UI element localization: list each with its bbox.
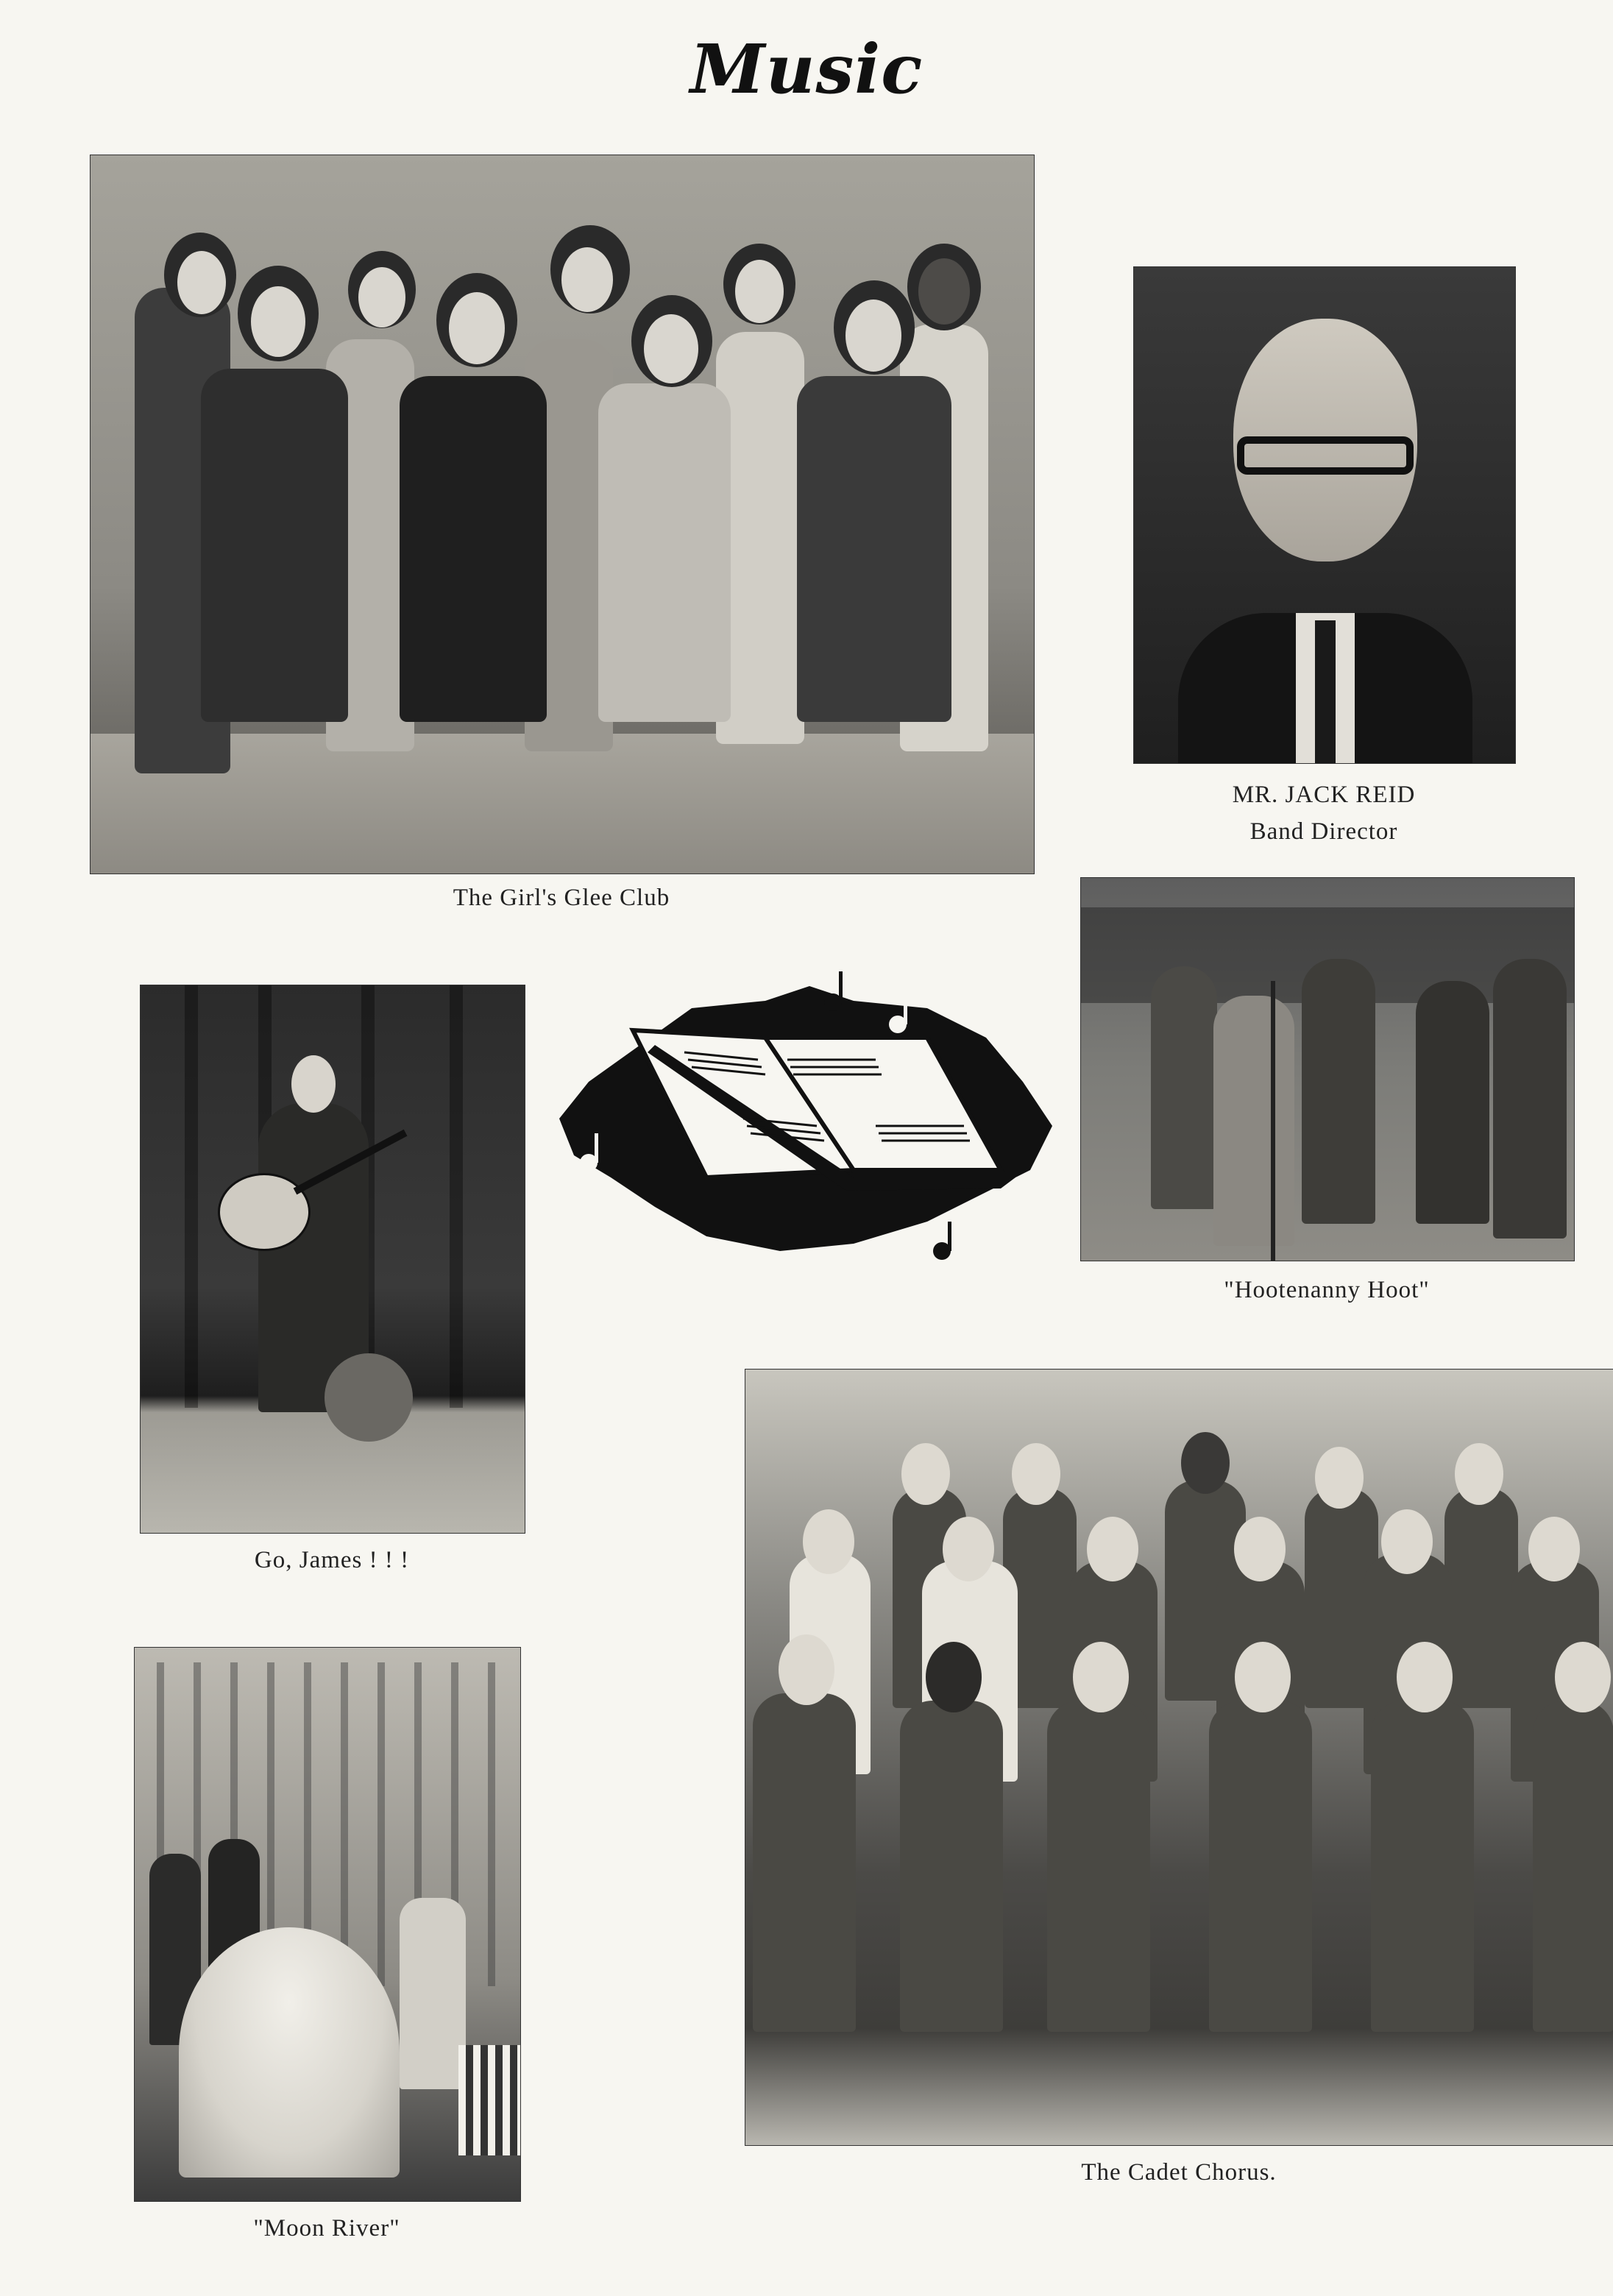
audience-head <box>325 1353 413 1442</box>
cadet-face <box>926 1642 982 1712</box>
cadet-face <box>803 1509 854 1574</box>
glee-member-face <box>251 286 305 357</box>
cadet-member <box>1371 1701 1474 2032</box>
gown-dress <box>179 1927 400 2178</box>
glee-member <box>797 376 951 722</box>
backdrop-stripe <box>488 1662 495 1986</box>
cadet-member <box>1444 1487 1518 1708</box>
cadet-face <box>1555 1642 1611 1712</box>
cadet-member <box>753 1693 856 2032</box>
curtain-fold <box>450 985 463 1408</box>
stage-floor <box>91 734 1034 874</box>
moon-river-photo <box>134 1647 521 2202</box>
music-note-icon <box>933 1222 951 1260</box>
cadet-face <box>1455 1443 1503 1505</box>
cadet-face <box>1012 1443 1060 1505</box>
railing <box>458 2045 520 2155</box>
director-glasses <box>1237 436 1414 475</box>
director-portrait-photo <box>1133 266 1516 764</box>
glee-member <box>201 369 348 722</box>
page-title: Music <box>689 29 924 109</box>
guitar-icon <box>218 1173 311 1251</box>
glee-member-face <box>449 292 505 364</box>
curtain-fold <box>185 985 198 1408</box>
cadet-member <box>1209 1701 1312 2032</box>
music-note-icon <box>824 971 843 1011</box>
glee-member-face <box>735 260 784 323</box>
music-book-icon <box>545 957 1060 1266</box>
glee-member <box>400 376 547 722</box>
performer <box>1151 966 1217 1209</box>
cadet-face <box>901 1443 950 1505</box>
cadet-chorus-photo <box>745 1369 1613 2146</box>
moon-river-caption: "Moon River" <box>253 2215 400 2242</box>
glee-member-face <box>846 300 901 372</box>
singer-face <box>291 1055 336 1113</box>
cadet-face <box>1235 1642 1291 1712</box>
glee-club-photo <box>90 155 1035 874</box>
cadet-face <box>1315 1447 1364 1509</box>
cadet-face <box>1528 1517 1580 1581</box>
glee-club-caption: The Girl's Glee Club <box>453 885 670 911</box>
director-tie <box>1315 620 1336 764</box>
james-caption: Go, James ! ! ! <box>254 1547 410 1573</box>
backdrop-stripe <box>341 1662 348 1986</box>
cadet-face <box>1087 1517 1138 1581</box>
cadet-member <box>1533 1701 1613 2032</box>
cadet-face <box>779 1634 834 1705</box>
cadet-chorus-caption: The Cadet Chorus. <box>1081 2159 1277 2186</box>
cadet-face <box>1234 1517 1286 1581</box>
cadet-face <box>1381 1509 1433 1574</box>
glee-member-face <box>177 251 226 314</box>
performer <box>1493 959 1567 1239</box>
performer <box>1416 981 1489 1224</box>
cadet-member <box>900 1701 1003 2032</box>
glee-member-face <box>644 314 698 383</box>
cadet-member <box>1047 1701 1150 2032</box>
james-photo <box>140 985 525 1534</box>
hootenanny-caption: "Hootenanny Hoot" <box>1224 1277 1430 1303</box>
glee-member-face <box>358 267 405 327</box>
backdrop-stripe <box>377 1662 385 1986</box>
singer <box>1213 996 1294 1246</box>
performer-figure <box>400 1898 466 2089</box>
cadet-face <box>1181 1432 1230 1494</box>
glee-member-face <box>561 247 613 312</box>
guitarist <box>1302 959 1375 1224</box>
glee-member <box>598 383 731 722</box>
glee-member-face <box>918 258 970 325</box>
cadet-face <box>1397 1642 1453 1712</box>
cadet-face <box>1073 1642 1129 1712</box>
cadet-face <box>943 1517 994 1581</box>
director-title-caption: Band Director <box>1249 818 1398 845</box>
microphone-stand <box>1271 981 1275 1261</box>
hootenanny-photo <box>1080 877 1575 1261</box>
director-name-caption: MR. JACK REID <box>1232 782 1416 808</box>
